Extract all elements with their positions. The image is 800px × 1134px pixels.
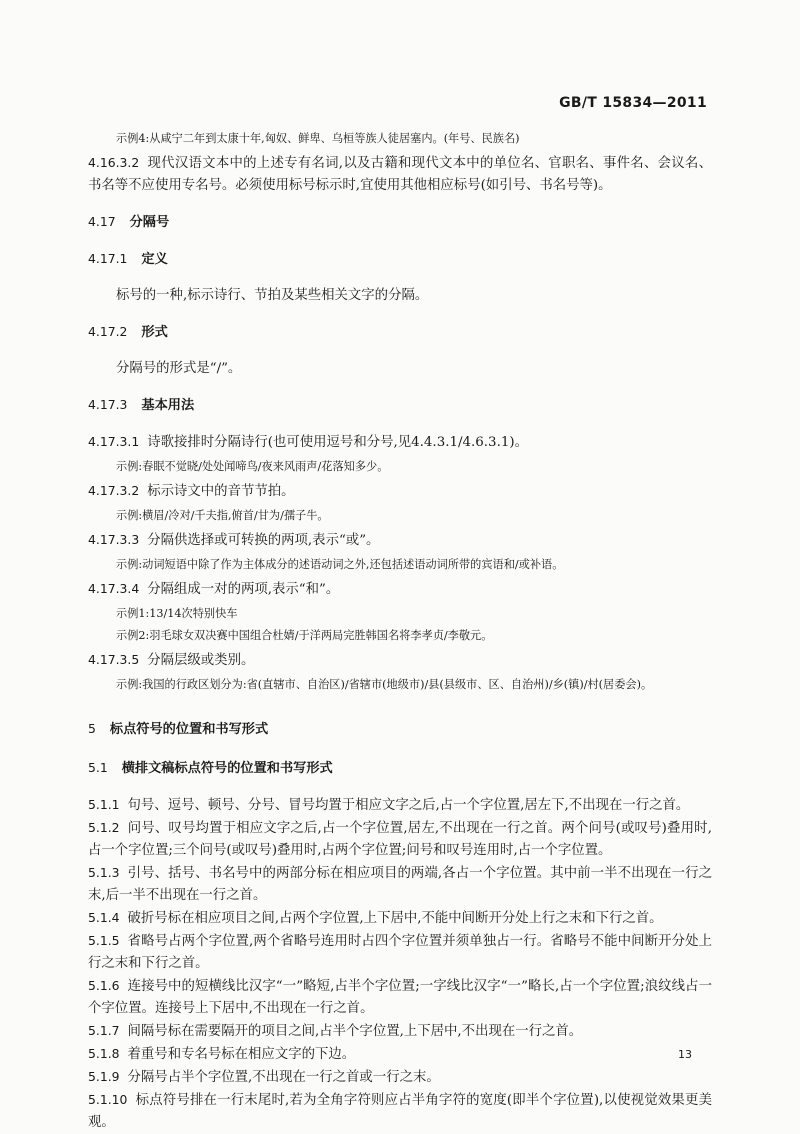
section-heading-4-17-2 [88, 321, 712, 344]
clause-4-17-3-5 [88, 649, 712, 672]
clause-text: 间隔号标在需要隔开的项目之间,占半个字位置,上下居中,不出现在一行之首。 [127, 1024, 583, 1039]
heading-text: 基本用法 [141, 398, 195, 413]
clause-text: 问号、叹号均置于相应文字之后,占一个字位置,居左,不出现在一行之首。两个问号(或叹号)叠用时,占一个字位置;三个问号(或叹号)叠用时,占两个字位置;问号和叹号连用时,占一个字位置。 [88, 821, 712, 858]
clause-number: 4.17.3.3 [88, 532, 140, 547]
clause-number: 5.1.5 [88, 933, 120, 948]
clause-text: 分隔号占半个字位置,不出现在一行之首或一行之末。 [127, 1070, 440, 1085]
clause-number: 5.1.3 [88, 865, 120, 880]
section-heading-4-17-1 [88, 248, 712, 271]
clause-text: 着重号和专名号标在相应文字的下边。 [127, 1047, 356, 1062]
example-line: 示例1:13/14次特别快车 [116, 607, 238, 620]
clause-text: 诗歌接排时分隔诗行(也可使用逗号和分号,见4.4.3.1/4.6.3.1)。 [147, 435, 528, 450]
chapter-heading-5 [88, 718, 712, 741]
heading-number: 5 [88, 721, 96, 736]
clause-text: 分隔层级或类别。 [147, 653, 255, 668]
example-line: 示例4:从咸宁二年到太康十年,匈奴、鲜卑、乌桓等族人徒居塞内。(年号、民族名) [116, 132, 520, 145]
clause-text: 连接号中的短横线比汉字“一”略短,占半个字位置;一字线比汉字“一”略长,占一个字位置;浪纹线占一个字位置。连接号上下居中,不出现在一行之首。 [88, 979, 712, 1016]
clause-4-17-3-1 [88, 431, 712, 454]
clause-number: 5.1.4 [88, 910, 120, 925]
example-line: 示例:春眠不觉晓/处处闻啼鸟/夜来风雨声/花落知多少。 [116, 460, 389, 473]
clause-text: 引号、括号、书名号中的两部分标在相应项目的两端,各占一个字位置。其中前一半不出现在一行之末,后一半不出现在一行之首。 [88, 866, 712, 903]
clause-number: 5.1.7 [88, 1023, 120, 1038]
clause-5-1-9 [88, 1066, 712, 1089]
clause-number: 5.1.9 [88, 1069, 120, 1084]
clause-5-1-5 [88, 930, 712, 975]
clause-4-17-3-2 [88, 480, 712, 503]
clause-text: 现代汉语文本中的上述专有名词,以及古籍和现代文本中的单位名、官职名、事件名、会议名、书名等不应使用专名号。必须使用标号标示时,宜使用其他相应标号(如引号、书名号等)。 [88, 156, 712, 193]
clause-5-1-3 [88, 862, 712, 907]
example-line: 示例:动词短语中除了作为主体成分的述语动词之外,还包括述语动词所带的宾语和/或补语。 [116, 558, 564, 571]
clause-text: 句号、逗号、顿号、分号、冒号均置于相应文字之后,占一个字位置,居左下,不出现在一行之首。 [127, 798, 690, 813]
heading-number: 4.17.1 [88, 251, 128, 266]
clause-text: 标示诗文中的音节节拍。 [147, 484, 295, 499]
clause-text: 破折号标在相应项目之间,占两个字位置,上下居中,不能中间断开分处上行之末和下行之首。 [127, 911, 663, 926]
clause-5-1-4 [88, 907, 712, 930]
heading-number: 4.17.2 [88, 324, 128, 339]
clause-5-1-1 [88, 794, 712, 817]
heading-number: 5.1 [88, 760, 108, 775]
clause-number: 5.1.6 [88, 978, 120, 993]
clause-number: 4.17.3.1 [88, 434, 140, 449]
page-number: 13 [678, 1048, 692, 1061]
clause-number: 4.17.3.4 [88, 581, 140, 596]
clause-text: 标点符号排在一行末尾时,若为全角字符则应占半角字符的宽度(即半个字位置),以使视觉效果更美观。 [88, 1093, 712, 1130]
clause-number: 4.17.3.5 [88, 652, 140, 667]
example-line: 示例:我国的行政区划分为:省(直辖市、自治区)/省辖市(地级市)/县(县级市、区、自治州)/乡(镇)/村(居委会)。 [116, 678, 653, 691]
clause-number: 4.16.3.2 [88, 155, 140, 170]
clause-number: 4.17.3.2 [88, 483, 140, 498]
heading-text: 横排文稿标点符号的位置和书写形式 [121, 761, 333, 776]
heading-number: 4.17.3 [88, 397, 128, 412]
section-heading-5-1 [88, 757, 712, 780]
section-heading-4-17 [88, 211, 712, 234]
clause-text: 分隔组成一对的两项,表示“和”。 [147, 582, 340, 597]
clause-5-1-7 [88, 1020, 712, 1043]
clause-text: 省略号占两个字位置,两个省略号连用时占四个字位置并须单独占一行。省略号不能中间断开分处上行之末和下行之首。 [88, 934, 712, 971]
clause-number: 5.1.1 [88, 797, 120, 812]
form-text: 分隔号的形式是“/”。 [116, 361, 242, 376]
example-line: 示例:横眉/冷对/千夫指,俯首/甘为/孺子牛。 [116, 509, 329, 522]
clause-number: 5.1.2 [88, 820, 120, 835]
clause-text: 分隔供选择或可转换的两项,表示“或”。 [147, 533, 380, 548]
heading-text: 标点符号的位置和书写形式 [109, 722, 269, 737]
standard-code: GB/T 15834—2011 [559, 95, 707, 111]
section-heading-4-17-3 [88, 394, 712, 417]
definition-text: 标号的一种,标示诗行、节拍及某些相关文字的分隔。 [116, 288, 429, 303]
clause-5-1-8 [88, 1043, 712, 1066]
clause-number: 5.1.10 [88, 1092, 128, 1107]
clause-4-17-3-3 [88, 529, 712, 552]
example-line: 示例2:羽毛球女双决赛中国组合杜婧/于洋两局完胜韩国名将李孝贞/李敬元。 [116, 629, 493, 642]
heading-text: 分隔号 [129, 215, 170, 230]
clause-5-1-2 [88, 817, 712, 862]
clause-4-16-3-2 [88, 152, 712, 197]
heading-text: 形式 [141, 325, 168, 340]
clause-5-1-6 [88, 975, 712, 1020]
heading-number: 4.17 [88, 214, 116, 229]
clause-4-17-3-4 [88, 578, 712, 601]
document-body [88, 130, 712, 1134]
heading-text: 定义 [141, 252, 168, 267]
clause-5-1-10 [88, 1089, 712, 1134]
clause-number: 5.1.8 [88, 1046, 120, 1061]
